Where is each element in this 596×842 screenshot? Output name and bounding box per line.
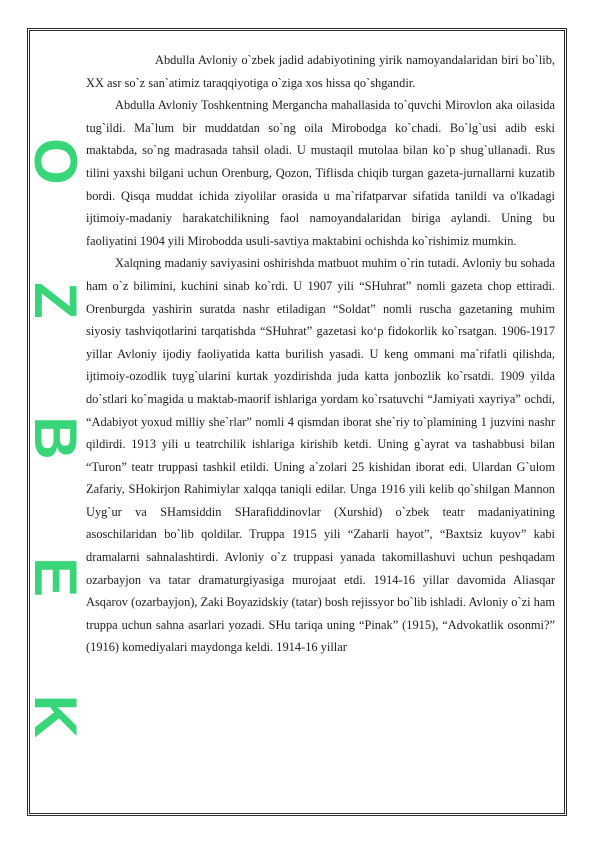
watermark-text: OZBEK [22, 138, 90, 738]
paragraph-2: Abdulla Avloniy Toshkentning Mergancha mahallasida to`quvchi Mirovlon aka oilasida tug`ildi. Ma`lum bir muddatdan so`ng oila Mirobodga ko`chadi. Bo`lg`usi adib eski maktabda, so`ng madrasada tahsil oladi. U mustaqil mutolaa bilan ko`p shug`ullanadi. Rus tilini yaxshi bilgani uchun Orenburg, Qozon, Tiflisda chiqib turgan gazeta-jurnallarni kuzatib bordi. Qisqa muddat ichida ziyolilar orasida u ma`rifatparvar sifatida tanildi va o'lkadagi ijtimoiy-madaniy harakatchilikning faol namoyandalaridan biriga aylandi. Uning bu faoliyatini 1904 yili Mirobodda usuli-savtiya maktabini ochishda ko`rishimiz mumkin. [86, 98, 555, 248]
paragraph-1: Abdulla Avloniy o`zbek jadid adabiyotining yirik namoyandalaridan biri bo`lib, XX asr so`z san`atimiz taraqqiyotiga o`ziga xos hissa qo`shgandir. [86, 53, 555, 90]
side-watermark [22, 128, 90, 748]
document-body [86, 49, 555, 659]
paragraph-3: Xalqning madaniy saviyasini oshirishda matbuot muhim o`rin tutadi. Avloniy bu sohada ham o`z bilimini, kuchini sinab ko`rdi. U 1907 yili “SHuhrat” nomli gazeta chop ettiradi. Orenburgda yashirin suratda nashr etiladigan “Soldat” nomli ruscha gazetaning muhim siyosiy tashviqotlarini tarqatishda “SHuhrat” gazetasi ko‘p fidokorlik ko`rsatgan. 1906-1917 yillar Avloniy ijodiy faoliyatida katta burilish yasadi. U keng ommani ma`rifatli qilishda, ijtimoiy-ozodlik tuyg`ularini kurtak yozdirishda juda katta jonbozlik ko`rsatdi. 1909 yilda do`stlari ko`magida u maktab-maorif ishlariga yordam ko`rsatuvchi “Jamiyati xayriya” ochdi, “Adabiyot yoxud milliy she`rlar” nomli 4 qismdan iborat she`riy to`plamining 1 juzvini nashr qildirdi. 1913 yili u teatrchilik ishlariga kirishib ketdi. Uning g`ayrat va tashabbusi bilan “Turon” teatr truppasi tashkil etildi. Uning a`zolari 25 kishidan iborat edi. Ulardan G`ulom Zafariy, SHokirjon Rahimiylar xalqqa taniqli edilar. Unga 1916 yili kelib qo`shilgan Mannon Uyg`ur va SHamsiddin SHarafiddinovlar (Xurshid) o`zbek teatr madaniyatining asoschilaridan bo`lib qoldilar. Truppa 1915 yili “Zaharli hayot”, “Baxtsiz kuyov” kabi dramalarni sahnalashtirdi. Avloniy o`z truppasi yanada takomillashuvi uchun peshqadam ozarbayjon va tatar dramaturgiyasiga murojaat etdi. 1914-16 yillar davomida Aliasqar Asqarov (ozarbayjon), Zaki Boyazidskiy (tatar) bosh rejissyor bo`lib ishladi. Avloniy o`zi ham truppa uchun sahna asarlari yozadi. SHu tariqa uning “Pinak” (1915), “Advokatlik osonmi?” (1916) komediyalari maydonga keldi. 1914-16 yillar [86, 256, 555, 655]
